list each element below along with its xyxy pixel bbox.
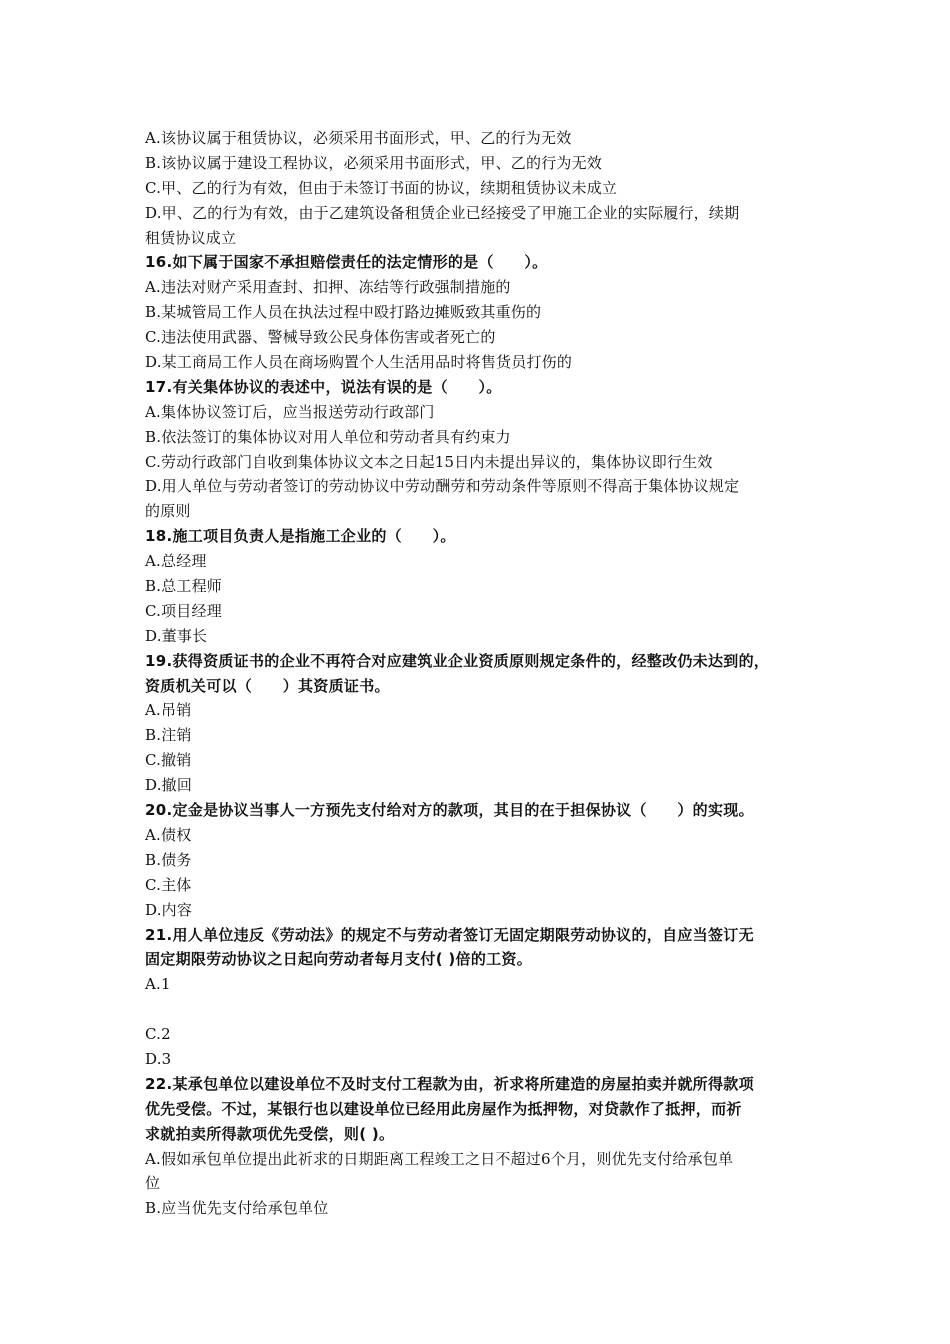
answer-option-line: B.某城管局工作人员在执法过程中殴打路边摊贩致其重伤的 xyxy=(145,303,542,322)
blank-line xyxy=(145,997,825,1022)
answer-option-line: D.用人单位与劳动者签订的劳动协议中劳动酬劳和劳动条件等原则不得高于集体协议规定 xyxy=(145,477,740,496)
answer-option-line: 位 xyxy=(145,1174,161,1193)
answer-option-line: C.项目经理 xyxy=(145,601,222,620)
answer-option-line: C.主体 xyxy=(145,875,192,894)
answer-option-line: D.撤回 xyxy=(145,776,193,795)
answer-option-line: A.该协议属于租赁协议，必须采用书面形式，甲、乙的行为无效 xyxy=(145,129,572,147)
question-stem-line: 18.施工项目负责人是指施工企业的（ ）。 xyxy=(145,527,456,546)
answer-option-line: A.吊销 xyxy=(145,701,192,720)
answer-option-line: B.应当优先支付给承包单位 xyxy=(145,1199,329,1218)
answer-option-line: D.3 xyxy=(145,1049,172,1068)
answer-option-line: D.某工商局工作人员在商场购置个人生活用品时将售货员打伤的 xyxy=(145,353,573,372)
answer-option-line: A.1 xyxy=(145,975,171,994)
answer-option-line: D.甲、乙的行为有效，由于乙建筑设备租赁企业已经接受了甲施工企业的实际履行，续期 xyxy=(145,203,740,222)
answer-option-line: B.总工程师 xyxy=(145,577,222,596)
question-stem-line: 19.获得资质证书的企业不再符合对应建筑业企业资质原则规定条件的，经整改仍未达到的， xyxy=(145,651,770,670)
answer-option-line: C.甲、乙的行为有效，但由于未签订书面的协议，续期租赁协议未成立 xyxy=(145,178,618,197)
question-stem-line: 17.有关集体协议的表述中，说法有误的是（ ）。 xyxy=(145,377,502,396)
answer-option-line: A.总经理 xyxy=(145,552,207,571)
question-stem-line: 22.某承包单位以建设单位不及时支付工程款为由，祈求将所建造的房屋拍卖并就所得款项 xyxy=(145,1074,754,1093)
answer-option-line: B.该协议属于建设工程协议，必须采用书面形式，甲、乙的行为无效 xyxy=(145,153,602,172)
answer-option-line: B.依法签订的集体协议对用人单位和劳动者具有约束力 xyxy=(145,427,511,446)
answer-option-line: B.注销 xyxy=(145,726,192,745)
answer-option-line: B.债务 xyxy=(145,850,192,869)
answer-option-line: C.劳动行政部门自收到集体协议文本之日起15日内未提出异议的，集体协议即行生效 xyxy=(145,452,713,471)
answer-option-line: C.撤销 xyxy=(145,751,192,770)
answer-option-line: A.集体协议签订后，应当报送劳动行政部门 xyxy=(145,402,435,421)
question-stem-line: 固定期限劳动协议之日起向劳动者每月支付( )倍的工资。 xyxy=(145,950,533,969)
answer-option-line: A.假如承包单位提出此祈求的日期距离工程竣工之日不超过6个月，则优先支付给承包单 xyxy=(145,1149,734,1168)
answer-option-line: A.违法对财产采用查封、扣押、冻结等行政强制措施的 xyxy=(145,278,511,297)
answer-option-line: C.2 xyxy=(145,1025,171,1044)
answer-option-line: D.内容 xyxy=(145,900,193,919)
question-stem-line: 20.定金是协议当事人一方预先支付给对方的款项，其目的在于担保协议（ ）的实现。 xyxy=(145,801,754,820)
answer-option-line: 的原则 xyxy=(145,502,191,521)
answer-option-line: C.违法使用武器、警械导致公民身体伤害或者死亡的 xyxy=(145,328,496,347)
question-stem-line: 求就拍卖所得款项优先受偿，则( )。 xyxy=(145,1124,395,1143)
question-stem-line: 资质机关可以（ ）其资质证书。 xyxy=(145,676,390,695)
answer-option-line: A.债权 xyxy=(145,825,192,844)
question-stem-line: 21.用人单位违反《劳动法》的规定不与劳动者签订无固定期限劳动协议的，自应当签订无 xyxy=(145,925,754,944)
answer-option-line: 租赁协议成立 xyxy=(145,228,237,247)
question-stem-line: 16.如下属于国家不承担赔偿责任的法定情形的是（ ）。 xyxy=(145,253,548,272)
question-stem-line: 优先受偿。不过，某银行也以建设单位已经用此房屋作为抵押物，对贷款作了抵押，而祈 xyxy=(145,1099,742,1118)
answer-option-line: D.董事长 xyxy=(145,626,208,645)
document-page xyxy=(145,126,825,1221)
